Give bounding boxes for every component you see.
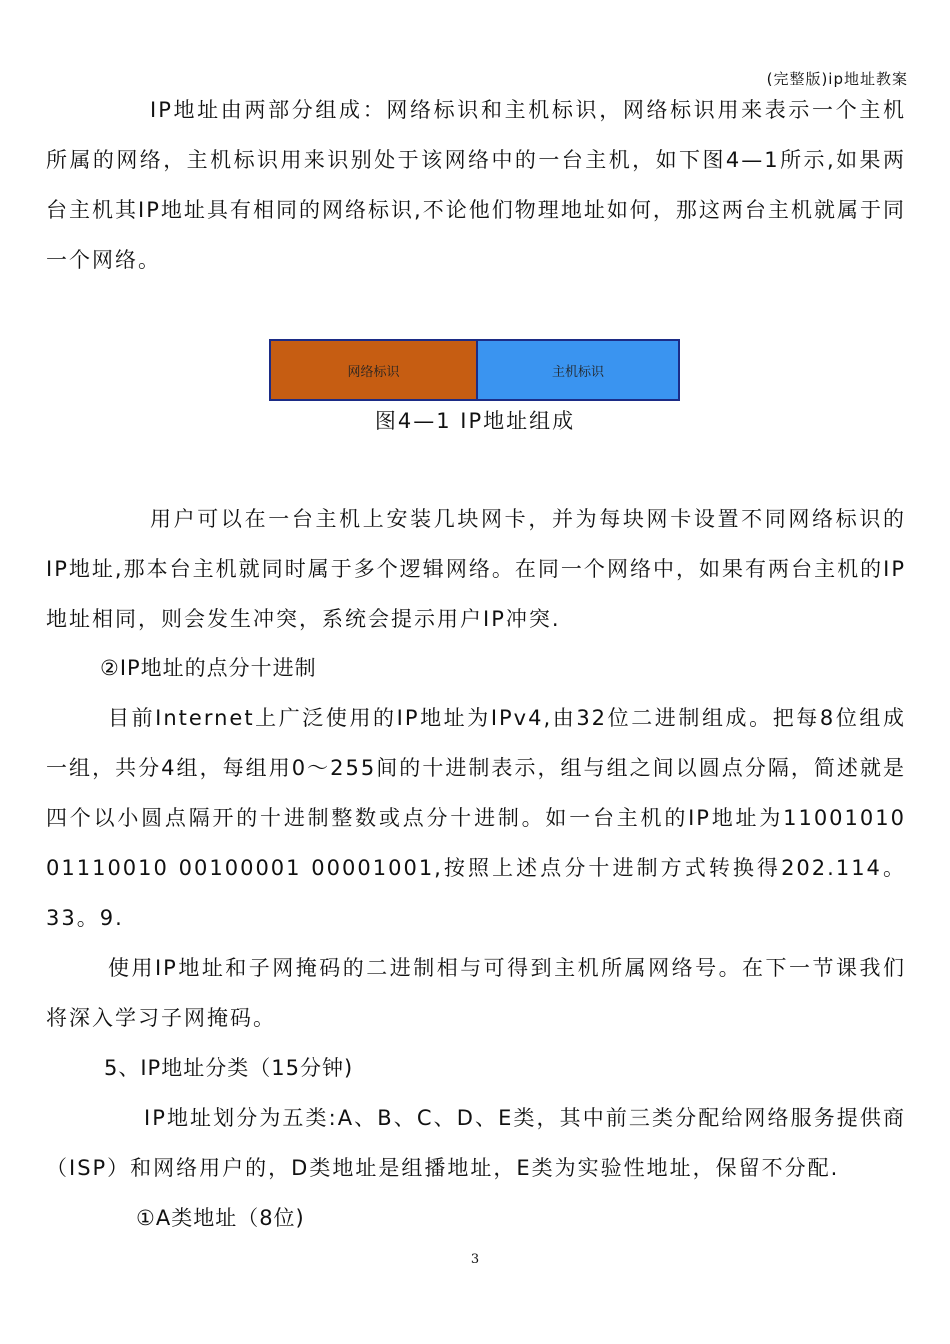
heading-ip-classes: 5、IP地址分类（15分钟) [104,1056,354,1080]
paragraph-multiple-nics: 用户可以在一台主机上安装几块网卡，并为每块网卡设置不同网络标识的IP地址,那本台主机就同时属于多个逻辑网络。在同一个网络中，如果有两台主机的IP地址相同，则会发生冲突，系统会提示用户IP冲突. [46,507,906,631]
paragraph-ip-structure: IP地址由两部分组成：网络标识和主机标识，网络标识用来表示一个主机所属的网络，主机标识用来识别处于该网络中的一台主机，如下图4—1所示,如果两台主机其IP地址具有相同的网络标识,不论他们物理地址如何，那这两台主机就属于同一个网络。 [46,98,906,272]
paragraph-subnet-mask: 使用IP地址和子网掩码的二进制相与可得到主机所属网络号。在下一节课我们将深入学习子网掩码。 [46,956,906,1030]
host-id-segment: 主机标识 [478,341,678,399]
figure-caption: 图4—1 IP地址组成 [374,409,576,433]
heading-class-a: ①A类地址（8位) [136,1206,305,1230]
header-note: (完整版)ip地址教案 [766,70,908,88]
page-number: 3 [470,1252,480,1267]
heading-dotted-decimal: ②IP地址的点分十进制 [100,656,317,680]
paragraph-ipv4-format: 目前Internet上广泛使用的IP地址为IPv4,由32位二进制组成。把每8位组成一组，共分4组，每组用0～255间的十进制表示，组与组之间以圆点分隔，简述就是四个以小圆点隔开的十进制整数或点分十进制。如一台主机的IP地址为11001010 01110010 00100001 00001001,按照上述点分十进制方式转换得202.114。33。9. [46,706,906,930]
paragraph-ip-classes: IP地址划分为五类:A、B、C、D、E类，其中前三类分配给网络服务提供商（ISP）和网络用户的，D类地址是组播地址，E类为实验性地址，保留不分配. [46,1106,906,1180]
network-id-segment: 网络标识 [271,341,478,399]
ip-structure-diagram [269,339,680,401]
